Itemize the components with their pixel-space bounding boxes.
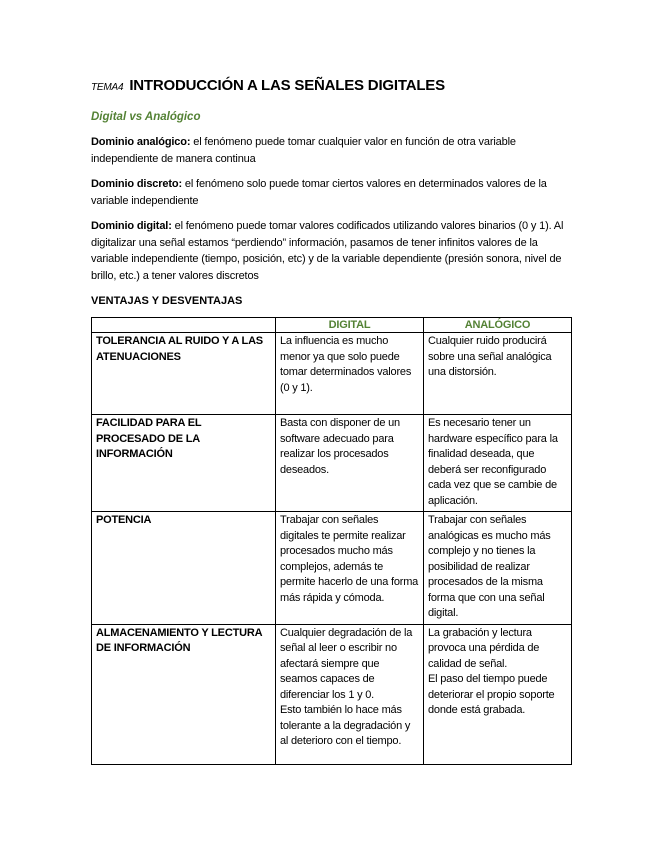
table-row (92, 333, 572, 415)
definition-digital (91, 218, 571, 284)
topic-tag: TEMA4 (91, 82, 124, 93)
row-label: FACILIDAD PARA EL PROCESADO DE LA INFORMACIÓN (92, 415, 276, 512)
definition-text: el fenómeno solo puede tomar ciertos valores en determinados valores de la variable independiente (91, 178, 547, 207)
row-label: TOLERANCIA AL RUIDO Y A LAS ATENUACIONES (92, 333, 276, 415)
definition-term: Dominio analógico: (91, 136, 191, 148)
table-header-analog: ANALÓGICO (424, 318, 572, 333)
table-header-row (92, 318, 572, 333)
digital-cell: Trabajar con señales digitales te permite realizar procesados mucho más complejos, además te permite hacerlo de una forma más rápida y cómoda. (276, 512, 424, 625)
table-row (92, 512, 572, 625)
digital-cell: La influencia es mucho menor ya que solo puede tomar determinados valores (0 y 1). (276, 333, 424, 415)
analog-cell (424, 624, 572, 764)
table-row (92, 624, 572, 764)
table-header-digital: DIGITAL (276, 318, 424, 333)
title-text: INTRODUCCIÓN A LAS SEÑALES DIGITALES (129, 77, 445, 94)
table-header-empty (92, 318, 276, 333)
section-title: VENTAJAS Y DESVENTAJAS (91, 295, 243, 307)
comparison-table (91, 317, 572, 765)
cell-text-extra: Esto también lo hace más tolerante a la degradación y al deterioro con el tiempo. (280, 704, 411, 747)
definition-discrete (91, 176, 571, 209)
digital-cell (276, 624, 424, 764)
definition-analog (91, 134, 571, 167)
row-label: POTENCIA (92, 512, 276, 625)
definition-text: el fenómeno puede tomar valores codificados utilizando valores binarios (0 y 1). Al digitalizar una señal estamos “perdiendo” información, pasamos de tener infinitos valores de la variable independiente (tiempo, posición, etc) y de la variable dependiente (presión sonora, nivel de brillo, etc.) a tener valores discretos (91, 220, 564, 282)
digital-cell: Basta con disponer de un software adecuado para realizar los procesados deseados. (276, 415, 424, 512)
analog-cell: Trabajar con señales analógicas es mucho más complejo y no tienes la posibilidad de realizar procesados de la misma forma que con una señal digital. (424, 512, 572, 625)
table-row (92, 415, 572, 512)
definition-term: Dominio digital: (91, 220, 172, 232)
analog-cell: Es necesario tener un hardware específico para la finalidad deseada, que deberá ser reconfigurado cada vez que se cambie de aplicación. (424, 415, 572, 512)
analog-cell: Cualquier ruido producirá sobre una señal analógica una distorsión. (424, 333, 572, 415)
document-page (91, 76, 571, 765)
row-label: ALMACENAMIENTO Y LECTURA DE INFORMACIÓN (92, 624, 276, 764)
cell-text-extra: El paso del tiempo puede deteriorar el propio soporte donde está grabada. (428, 673, 555, 716)
cell-text: Cualquier degradación de la señal al leer o escribir no afectará siempre que seamos capaces de diferenciar los 1 y 0. (280, 626, 413, 701)
cell-text: La grabación y lectura provoca una pérdida de calidad de señal. (428, 626, 540, 670)
definition-text: el fenómeno puede tomar cualquier valor en función de otra variable independiente de manera continua (91, 136, 516, 165)
page-title (91, 76, 571, 98)
subtitle: Digital vs Analógico (91, 111, 201, 123)
definition-term: Dominio discreto: (91, 178, 182, 190)
